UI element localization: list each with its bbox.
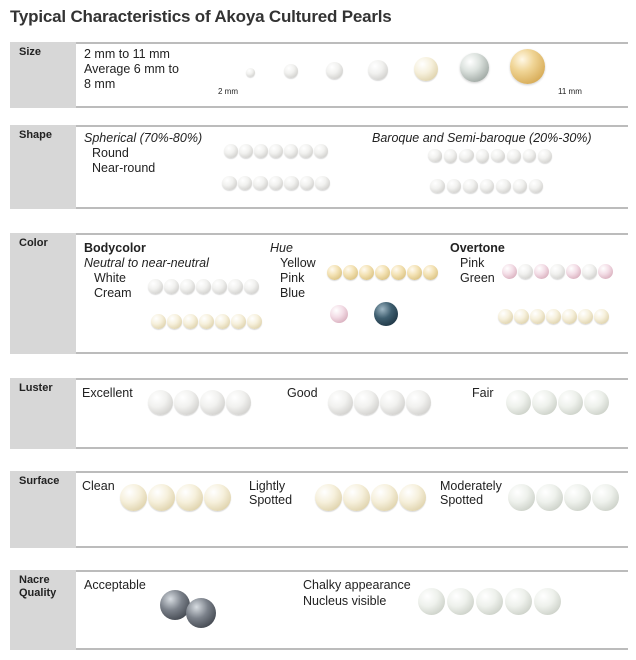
spherical-text: Spherical (70%-80%) xyxy=(84,131,203,145)
shape-section xyxy=(10,125,628,209)
color-label-cell xyxy=(10,233,76,354)
overtone-heading: Overtone xyxy=(450,241,505,255)
overtone-green-text: Green xyxy=(460,271,495,285)
surface-section xyxy=(10,471,628,548)
good-text: Good xyxy=(287,386,318,400)
pink-pearl xyxy=(330,305,348,323)
size-max-label: 11 mm xyxy=(558,87,582,96)
size-min-label: 2 mm xyxy=(218,87,238,96)
excellent-text: Excellent xyxy=(82,386,133,400)
pearl-size xyxy=(460,53,489,82)
bodycolor-heading: Bodycolor xyxy=(84,241,146,255)
page-title: Typical Characteristics of Akoya Cultured Pearls xyxy=(10,7,392,26)
blue-pearl xyxy=(374,302,398,326)
pearl-size xyxy=(284,64,298,78)
nacre-label: Nacre xyxy=(19,574,50,586)
size-label-cell xyxy=(10,42,76,108)
pearl-size xyxy=(368,60,388,80)
color-section xyxy=(10,233,628,354)
surface-label-cell xyxy=(10,471,76,548)
pearl-size xyxy=(326,62,343,79)
lightly-spotted-text: Spotted xyxy=(249,493,293,507)
nacre-label-cell xyxy=(10,570,76,650)
overtone-pink-text: Pink xyxy=(460,256,485,270)
luster-label: Luster xyxy=(19,382,53,394)
size-section xyxy=(10,42,628,108)
round-text: Round xyxy=(92,146,129,160)
acceptable-pearl xyxy=(186,598,216,628)
size-average-text-2: 8 mm xyxy=(84,77,116,91)
hue-heading: Hue xyxy=(270,241,293,255)
nacre-section xyxy=(10,570,628,650)
blue-text: Blue xyxy=(280,286,306,300)
near-round-text: Near-round xyxy=(92,161,156,175)
size-average-text: Average 6 mm to xyxy=(84,62,179,76)
lightly-text: Lightly xyxy=(249,479,286,493)
luster-label-cell xyxy=(10,378,76,449)
cream-text: Cream xyxy=(94,286,132,300)
baroque-text: Baroque and Semi-baroque (20%-30%) xyxy=(372,131,592,145)
pearl-size xyxy=(414,57,438,81)
fair-text: Fair xyxy=(472,386,494,400)
nucleus-text: Nucleus visible xyxy=(303,594,387,608)
pearl-2mm xyxy=(246,68,255,77)
white-text: White xyxy=(94,271,126,285)
size-range-text: 2 mm to 11 mm xyxy=(84,47,170,61)
surface-label: Surface xyxy=(19,475,60,487)
chalky-text: Chalky appearance xyxy=(303,578,411,592)
moderately-spotted-text: Spotted xyxy=(440,493,484,507)
color-label: Color xyxy=(19,237,48,249)
yellow-text: Yellow xyxy=(280,256,316,270)
pink-text: Pink xyxy=(280,271,305,285)
size-label: Size xyxy=(19,46,42,58)
neutral-text: Neutral to near-neutral xyxy=(84,256,209,270)
shape-label: Shape xyxy=(19,129,53,141)
clean-text: Clean xyxy=(82,479,115,493)
moderately-text: Moderately xyxy=(440,479,502,493)
pearl-11mm xyxy=(510,49,545,84)
acceptable-text: Acceptable xyxy=(84,578,146,592)
nacre-label-2: Quality xyxy=(19,587,57,599)
luster-section xyxy=(10,378,628,449)
shape-label-cell xyxy=(10,125,76,209)
